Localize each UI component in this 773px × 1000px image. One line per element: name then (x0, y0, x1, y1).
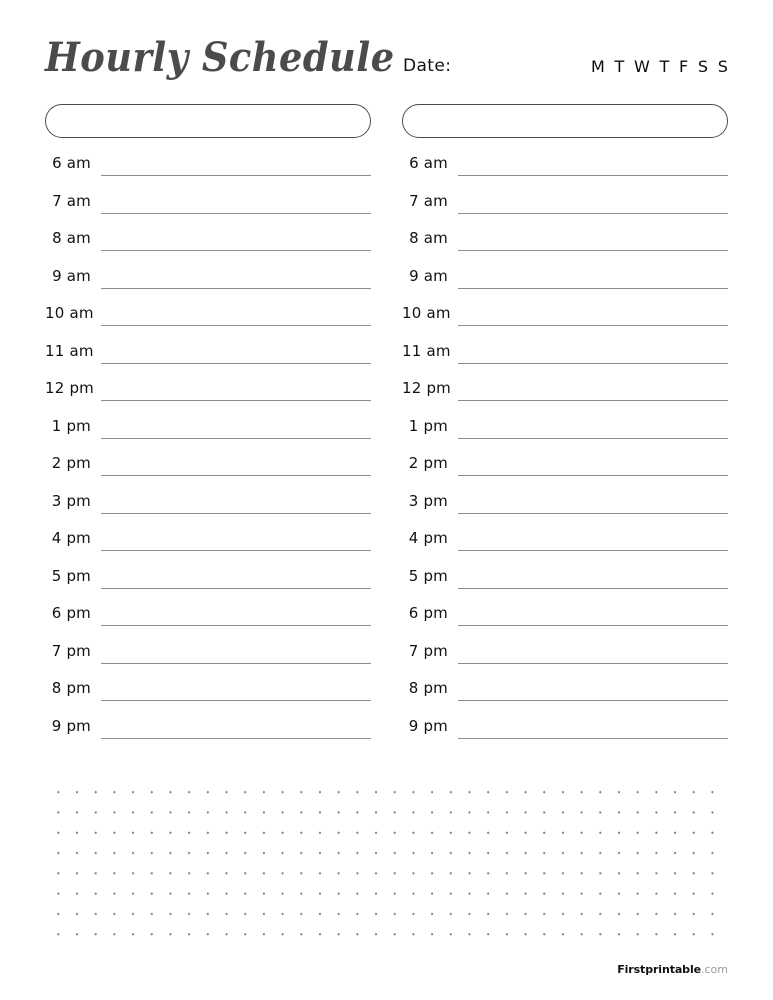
hour-label: 1 pm (408, 416, 448, 435)
hour-row (45, 492, 371, 530)
hour-entry-line[interactable] (101, 363, 371, 364)
hour-entry-line[interactable] (101, 438, 371, 439)
hour-entry-line[interactable] (101, 288, 371, 289)
hour-label: 9 pm (408, 716, 448, 735)
column-note-box-right[interactable] (402, 104, 728, 138)
hour-label: 9 pm (51, 716, 91, 735)
hour-row (402, 679, 728, 717)
hour-list-right (402, 154, 728, 754)
hour-label: 1 pm (51, 416, 91, 435)
hour-row (402, 454, 728, 492)
hour-label: 7 pm (51, 641, 91, 660)
hour-entry-line[interactable] (101, 400, 371, 401)
hour-entry-line[interactable] (458, 438, 728, 439)
hour-label: 10 am (45, 304, 94, 322)
hour-entry-line[interactable] (458, 363, 728, 364)
hour-label: 2 pm (51, 454, 91, 472)
hour-row (45, 304, 371, 342)
hour-entry-line[interactable] (101, 738, 371, 739)
hour-entry-line[interactable] (101, 550, 371, 551)
hour-row (45, 229, 371, 267)
weekday-sunday[interactable]: S (717, 57, 728, 76)
hour-row (402, 267, 728, 305)
hour-entry-line[interactable] (458, 513, 728, 514)
brand-tld: .com (701, 963, 728, 976)
hour-label: 7 am (52, 191, 91, 210)
hour-label: 9 am (52, 266, 91, 285)
hour-row (45, 604, 371, 642)
hour-row (45, 642, 371, 680)
hour-row (402, 304, 728, 342)
hour-entry-line[interactable] (101, 213, 371, 214)
hour-row (402, 229, 728, 267)
hour-row (402, 604, 728, 642)
column-note-box-left[interactable] (45, 104, 371, 138)
hour-label: 8 am (409, 229, 448, 247)
hour-entry-line[interactable] (458, 325, 728, 326)
hour-row (45, 454, 371, 492)
schedule-column-left (45, 104, 371, 754)
hour-label: 11 am (402, 341, 451, 360)
hour-entry-line[interactable] (458, 475, 728, 476)
hour-row (402, 642, 728, 680)
hour-label: 6 am (52, 154, 91, 172)
hour-entry-line[interactable] (458, 700, 728, 701)
hour-label: 6 pm (51, 604, 91, 622)
hour-entry-line[interactable] (458, 550, 728, 551)
hour-entry-line[interactable] (458, 400, 728, 401)
hour-entry-line[interactable] (458, 625, 728, 626)
hour-label: 8 pm (51, 679, 91, 697)
hour-row (45, 417, 371, 455)
hour-row (45, 679, 371, 717)
hour-row (402, 417, 728, 455)
hour-entry-line[interactable] (101, 250, 371, 251)
hour-entry-line[interactable] (458, 213, 728, 214)
hour-label: 3 pm (51, 491, 91, 510)
hour-label: 12 pm (402, 379, 451, 397)
weekday-monday[interactable]: M (591, 57, 605, 76)
page-title: Hourly Schedule (45, 34, 395, 81)
hour-entry-line[interactable] (458, 738, 728, 739)
hour-row (402, 154, 728, 192)
footer-branding (617, 963, 728, 976)
hour-label: 5 pm (51, 566, 91, 585)
hour-label: 5 pm (408, 566, 448, 585)
hour-label: 6 pm (408, 604, 448, 622)
hour-entry-line[interactable] (458, 250, 728, 251)
hour-row (402, 379, 728, 417)
hour-entry-line[interactable] (101, 175, 371, 176)
hour-label: 4 pm (408, 529, 448, 547)
hour-label: 7 pm (408, 641, 448, 660)
hour-entry-line[interactable] (458, 288, 728, 289)
hour-entry-line[interactable] (101, 700, 371, 701)
hour-list-left (45, 154, 371, 754)
hour-row (45, 342, 371, 380)
hour-entry-line[interactable] (101, 475, 371, 476)
weekday-saturday[interactable]: S (697, 57, 709, 76)
hour-row (45, 154, 371, 192)
hour-row (45, 379, 371, 417)
hour-entry-line[interactable] (101, 663, 371, 664)
hour-label: 7 am (409, 191, 448, 210)
hour-row (45, 567, 371, 605)
hour-row (45, 529, 371, 567)
hour-row (45, 192, 371, 230)
hour-row (45, 267, 371, 305)
date-label: Date: (403, 56, 452, 76)
hour-entry-line[interactable] (458, 588, 728, 589)
hour-label: 6 am (409, 154, 448, 172)
hour-entry-line[interactable] (458, 175, 728, 176)
notes-dot-grid[interactable] (49, 782, 729, 947)
hour-label: 8 pm (408, 679, 448, 697)
hour-label: 9 am (409, 266, 448, 285)
weekday-wednesday[interactable]: W (634, 57, 650, 76)
hour-row (402, 492, 728, 530)
hour-label: 3 pm (408, 491, 448, 510)
hour-entry-line[interactable] (101, 513, 371, 514)
hour-entry-line[interactable] (458, 663, 728, 664)
hour-row (402, 529, 728, 567)
hour-label: 12 pm (45, 379, 94, 397)
hour-label: 8 am (52, 229, 91, 247)
hour-row (402, 567, 728, 605)
weekday-friday[interactable]: F (679, 57, 689, 76)
hour-label: 2 pm (408, 454, 448, 472)
page-header (45, 36, 728, 92)
brand-name: Firstprintable (617, 963, 701, 976)
hour-label: 10 am (402, 304, 451, 322)
hour-row (402, 192, 728, 230)
hour-label: 11 am (45, 341, 94, 360)
hour-entry-line[interactable] (101, 325, 371, 326)
weekday-tuesday[interactable]: T (614, 57, 625, 76)
schedule-column-right (402, 104, 728, 754)
hour-row (45, 717, 371, 755)
hour-entry-line[interactable] (101, 588, 371, 589)
hour-row (402, 342, 728, 380)
weekday-thursday[interactable]: T (659, 57, 670, 76)
hour-label: 4 pm (51, 529, 91, 547)
hour-row (402, 717, 728, 755)
hour-entry-line[interactable] (101, 625, 371, 626)
weekday-selector[interactable] (591, 57, 728, 76)
